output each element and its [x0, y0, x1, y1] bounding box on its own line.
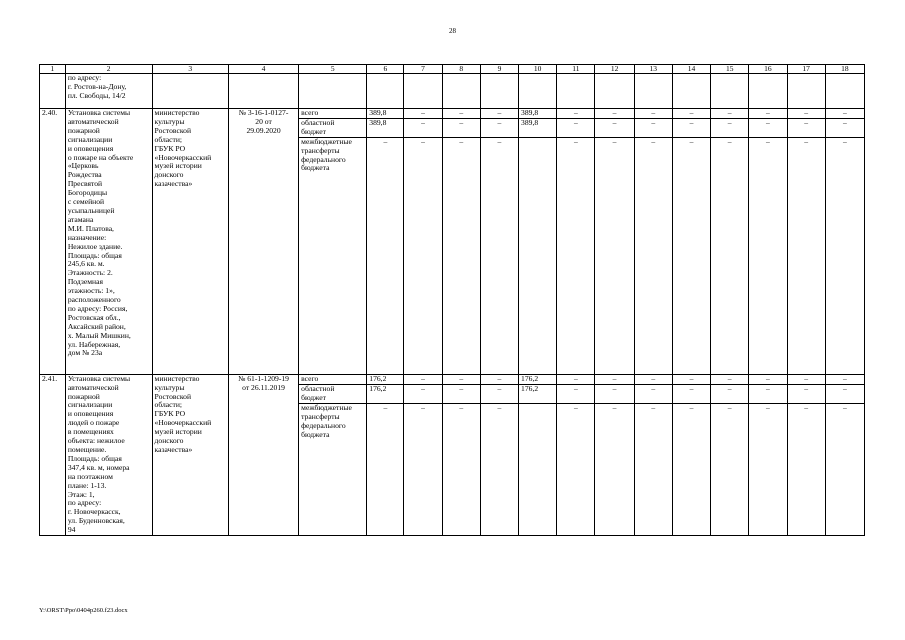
value-cell: –: [825, 109, 864, 119]
value-cell: –: [595, 118, 634, 137]
value-cell: –: [404, 374, 442, 384]
value-cell: –: [711, 384, 749, 403]
value-cell: –: [557, 403, 595, 535]
value-cell: –: [711, 137, 749, 374]
value-cell: –: [634, 109, 672, 119]
value-cell: –: [787, 403, 825, 535]
value-cell: –: [787, 374, 825, 384]
object-description: по адресу: г. Ростов-на-Дону, пл. Свободы, 14/2: [65, 74, 152, 109]
object-description: Установка системы автоматической пожарной сигнализации и оповещения о пожаре на объекте «Церковь Рождества Пресвятой Богородицы с семейной усыпальницей атамана М.И. Платова, назначение: Нежилое здание. Площадь: общая 245,6 кв. м. Этажность: 2. Подземная этажность: 1», расположенного по адресу: Россия, Ростовская обл., Аксайский район, х. Малый Мишкин, ул. Набережная, дом № 23а: [65, 109, 152, 375]
value-cell: –: [634, 403, 672, 535]
expertise-document: № 3-16-1-0127- 20 от 29.09.2020: [228, 109, 298, 375]
value-cell: –: [557, 118, 595, 137]
column-numbers-row: [40, 65, 865, 74]
value-cell: –: [711, 403, 749, 535]
value-cell: –: [404, 118, 442, 137]
value-cell: –: [480, 403, 518, 535]
value-cell: –: [480, 137, 518, 374]
value-cell: –: [749, 109, 787, 119]
value-cell: –: [825, 137, 864, 374]
entry-number: 2.40.: [40, 109, 66, 375]
col-number: 17: [787, 65, 825, 74]
entry-number: 2.41.: [40, 374, 66, 535]
value-cell: 176,2: [367, 374, 404, 384]
responsible-executor: министерство культуры Ростовской области; ГБУК РО «Новочеркасский музей истории донского казачества»: [152, 109, 228, 375]
funding-source: областной бюджет: [299, 384, 367, 403]
value-cell: –: [480, 118, 518, 137]
value-cell: –: [787, 384, 825, 403]
col-number: 11: [557, 65, 595, 74]
value-cell: –: [634, 384, 672, 403]
table-row: [40, 109, 865, 119]
col-number: 15: [711, 65, 749, 74]
value-cell: –: [442, 384, 480, 403]
value-cell: –: [672, 403, 710, 535]
value-cell: –: [634, 118, 672, 137]
value-cell: –: [404, 137, 442, 374]
value-cell: –: [749, 374, 787, 384]
value-cell: –: [672, 384, 710, 403]
value-cell: –: [672, 374, 710, 384]
value-cell: –: [442, 118, 480, 137]
value-cell: –: [825, 384, 864, 403]
value-cell: –: [749, 137, 787, 374]
value-cell: 176,2: [367, 384, 404, 403]
value-cell: –: [825, 118, 864, 137]
col-number: 4: [228, 65, 298, 74]
file-path-footer: Y:\ORST\Ppo\0404p260.f23.docx: [39, 607, 128, 614]
value-cell: –: [367, 137, 404, 374]
value-cell: 389,8: [519, 109, 557, 119]
value-cell: –: [404, 384, 442, 403]
col-number: 10: [519, 65, 557, 74]
value-cell: –: [367, 403, 404, 535]
col-number: 13: [634, 65, 672, 74]
col-number: 8: [442, 65, 480, 74]
col-number: 9: [480, 65, 518, 74]
responsible-executor: министерство культуры Ростовской области; ГБУК РО «Новочеркасский музей истории донского казачества»: [152, 374, 228, 535]
continuation-row: [40, 74, 865, 109]
value-cell: –: [787, 137, 825, 374]
value-cell: 389,8: [519, 118, 557, 137]
col-number: 5: [299, 65, 367, 74]
value-cell: –: [442, 109, 480, 119]
value-cell: –: [595, 374, 634, 384]
expertise-document: № 61-1-1209-19 от 26.11.2019: [228, 374, 298, 535]
col-number: 18: [825, 65, 864, 74]
funding-source: межбюджетные трансферты федерального бюджета: [299, 137, 367, 374]
value-cell: 389,8: [367, 109, 404, 119]
col-number: 16: [749, 65, 787, 74]
value-cell: –: [787, 109, 825, 119]
value-cell: –: [442, 403, 480, 535]
value-cell: –: [404, 109, 442, 119]
value-cell: –: [480, 374, 518, 384]
entry-number: [40, 74, 66, 109]
value-cell: –: [787, 118, 825, 137]
value-cell: –: [442, 374, 480, 384]
value-cell: –: [711, 374, 749, 384]
value-cell: –: [404, 403, 442, 535]
col-number: 7: [404, 65, 442, 74]
value-cell: –: [711, 109, 749, 119]
col-number: 3: [152, 65, 228, 74]
value-cell: –: [442, 137, 480, 374]
value-cell: –: [595, 384, 634, 403]
col-number: 1: [40, 65, 66, 74]
value-cell: –: [480, 109, 518, 119]
value-cell: –: [557, 374, 595, 384]
value-cell: –: [711, 118, 749, 137]
value-cell: –: [749, 403, 787, 535]
value-cell: [519, 403, 557, 535]
value-cell: –: [595, 109, 634, 119]
value-cell: –: [557, 384, 595, 403]
financing-table: [39, 64, 865, 536]
funding-source: всего: [299, 109, 367, 119]
value-cell: –: [749, 384, 787, 403]
value-cell: –: [634, 137, 672, 374]
value-cell: 176,2: [519, 384, 557, 403]
value-cell: –: [825, 374, 864, 384]
value-cell: –: [595, 403, 634, 535]
col-number: 14: [672, 65, 710, 74]
value-cell: –: [557, 109, 595, 119]
value-cell: –: [557, 137, 595, 374]
value-cell: –: [634, 374, 672, 384]
value-cell: 176,2: [519, 374, 557, 384]
table-row: [40, 374, 865, 384]
value-cell: 389,8: [367, 118, 404, 137]
value-cell: –: [672, 118, 710, 137]
value-cell: –: [749, 118, 787, 137]
col-number: 6: [367, 65, 404, 74]
funding-source: областной бюджет: [299, 118, 367, 137]
value-cell: –: [672, 109, 710, 119]
page-number: 28: [449, 27, 456, 35]
value-cell: [519, 137, 557, 374]
value-cell: –: [825, 403, 864, 535]
value-cell: –: [480, 384, 518, 403]
col-number: 12: [595, 65, 634, 74]
funding-source: всего: [299, 374, 367, 384]
funding-source: межбюджетные трансферты федерального бюджета: [299, 403, 367, 535]
col-number: 2: [65, 65, 152, 74]
object-description: Установка системы автоматической пожарной сигнализации и оповещения людей о пожаре в помещениях объекта: нежилое помещение. Площадь: общая 347,4 кв. м, номера на поэтажном плане: 1-13. Этаж: 1, по адресу: г. Новочеркасск, ул. Буденновская, 94: [65, 374, 152, 535]
value-cell: –: [595, 137, 634, 374]
value-cell: –: [672, 137, 710, 374]
